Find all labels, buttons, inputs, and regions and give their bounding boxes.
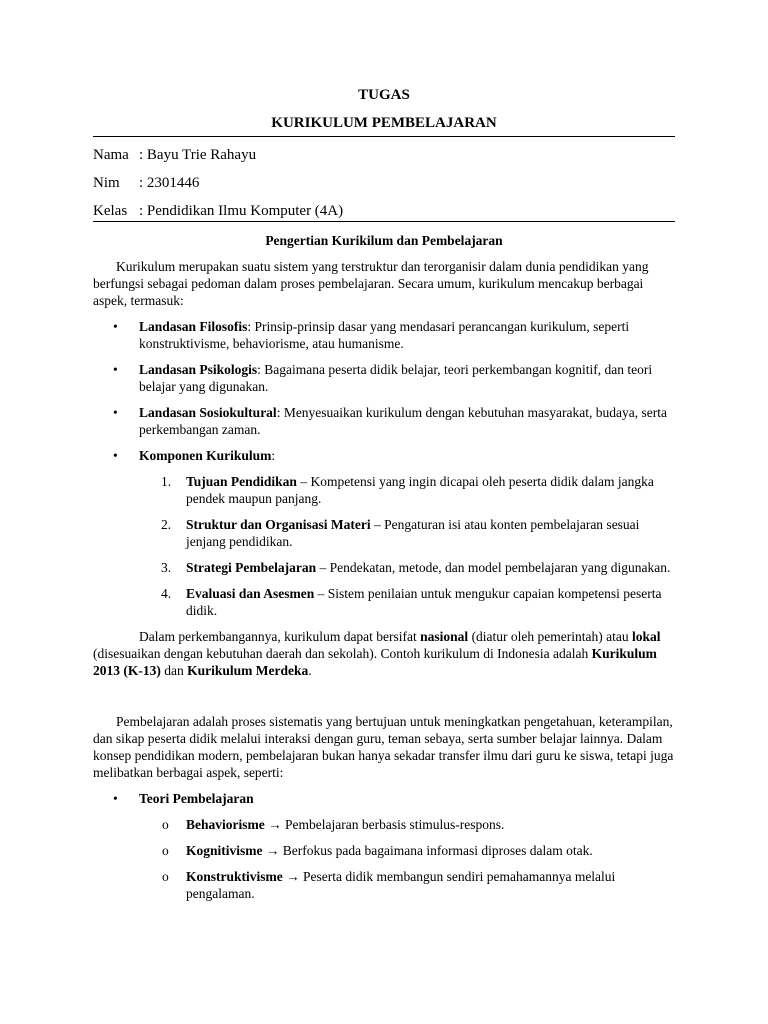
spacer — [93, 249, 675, 258]
bullet-marker: • — [113, 448, 118, 463]
list-item — [93, 842, 675, 859]
number-marker: 1. — [161, 474, 172, 489]
identity-value: : 2301446 — [139, 175, 200, 191]
identity-row-nim — [93, 173, 675, 193]
item-text: : Prinsip-prinsip dasar yang mendasari perancangan kurikulum, seperti konstruktivisme, behaviorisme, atau humanisme. — [139, 319, 630, 351]
curriculum-components-list — [93, 473, 675, 619]
arrow-right-icon: → — [268, 817, 282, 832]
list-item — [93, 447, 675, 464]
learning-intro-paragraph: Pembelajaran adalah proses sistematis yang bertujuan untuk meningkatkan pengetahuan, keterampilan, dan sikap peserta didik melalui interaksi dengan guru, teman sebaya, serta sumber belajar lainnya. Dalam konsep pendidikan modern, pembelajaran bukan hanya sekadar transfer ilmu dari guru ke siswa, tetapi juga melibatkan berbagai aspek, seperti: — [93, 714, 674, 780]
list-item — [93, 318, 675, 352]
list-item — [93, 516, 675, 550]
circle-marker: o — [162, 817, 169, 832]
item-text: – Pendekatan, metode, dan model pembelajaran yang digunakan. — [316, 560, 671, 575]
bullet-marker: • — [113, 362, 118, 377]
text-run: . — [308, 663, 312, 678]
item-text: : — [271, 448, 276, 463]
spacer — [93, 619, 675, 628]
list-item — [93, 816, 675, 833]
identity-value: : Bayu Trie Rahayu — [139, 147, 257, 163]
item-term: Konstruktivisme — [186, 869, 283, 884]
item-term: Tujuan Pendidikan — [186, 474, 297, 489]
doc-subtitle: KURIKULUM PEMBELAJARAN — [271, 115, 497, 131]
item-term: Teori Pembelajaran — [139, 791, 254, 806]
list-item — [93, 404, 675, 438]
curriculum-closing-paragraph — [93, 628, 675, 679]
text-run: Dalam perkembangannya, kurikulum dapat bersifat — [139, 629, 421, 644]
text-run: (disesuaikan dengan kebutuhan daerah dan sekolah). Contoh kurikulum di Indonesia adalah — [93, 646, 592, 661]
identity-row-name — [93, 145, 675, 165]
list-item — [93, 790, 675, 807]
text-run-bold: lokal — [632, 629, 661, 644]
item-term: Strategi Pembelajaran — [186, 560, 317, 575]
text-run-bold: Kurikulum Merdeka — [187, 663, 309, 678]
item-term: Struktur dan Organisasi Materi — [186, 517, 371, 532]
bullet-marker: • — [113, 791, 118, 806]
learning-aspects-list — [93, 790, 675, 807]
item-text: : Bagaimana peserta didik belajar, teori perkembangan kognitif, dan teori belajar yang digunakan. — [139, 362, 653, 394]
list-item — [93, 559, 675, 576]
curriculum-aspects-list — [93, 318, 675, 464]
item-text: Pembelajaran berbasis stimulus-respons. — [281, 817, 505, 832]
doc-title: TUGAS — [358, 87, 410, 103]
item-term: Evaluasi dan Asesmen — [186, 586, 315, 601]
text-run-bold: nasional — [420, 629, 469, 644]
text-run-bold: Kurikulum 2013 (K-13) — [93, 646, 657, 678]
text-run: (diatur oleh pemerintah) atau — [468, 629, 632, 644]
item-term: Landasan Filosofis — [139, 319, 248, 334]
list-item — [93, 868, 675, 902]
text-run: dan — [160, 663, 188, 678]
bullet-marker: • — [113, 319, 118, 334]
item-text: Peserta didik membangun sendiri pemahamannya melalui pengalaman. — [186, 869, 616, 901]
arrow-right-icon: → — [265, 843, 280, 858]
identity-label: Kelas — [93, 203, 128, 219]
section-heading: Pengertian Kurikilum dan Pembelajaran — [265, 233, 503, 248]
number-marker: 3. — [161, 560, 172, 575]
identity-row-class — [93, 201, 675, 221]
divider-top — [93, 136, 675, 137]
item-text: Berfokus pada bagaimana informasi diproses dalam otak. — [279, 843, 593, 858]
number-marker: 2. — [161, 517, 172, 532]
document-body — [93, 85, 675, 902]
item-text: – Sistem penilaian untuk mengukur capaian kompetensi peserta didik. — [186, 586, 662, 618]
identity-value: : Pendidikan Ilmu Komputer (4A) — [139, 203, 344, 219]
item-term: Kognitivisme — [186, 843, 263, 858]
learning-theories-list — [93, 816, 675, 902]
list-item — [93, 473, 675, 507]
item-term: Landasan Sosiokultural — [139, 405, 277, 420]
item-term: Landasan Psikologis — [139, 362, 258, 377]
number-marker: 4. — [161, 586, 172, 601]
spacer — [93, 679, 675, 713]
identity-label: Nama — [93, 147, 129, 163]
bullet-marker: • — [113, 405, 118, 420]
item-text: : Menyesuaikan kurikulum dengan kebutuhan masyarakat, budaya, serta perkembangan zaman. — [139, 405, 667, 437]
arrow-right-icon: → — [286, 869, 300, 884]
identity-label: Nim — [93, 175, 120, 191]
curriculum-intro-paragraph: Kurikulum merupakan suatu sistem yang terstruktur dan terorganisir dalam dunia pendidikan yang berfungsi sebagai pedoman dalam proses pembelajaran. Secara umum, kurikulum mencakup berbagai aspek, termasuk: — [93, 259, 649, 308]
divider-bottom — [93, 221, 675, 222]
list-item — [93, 361, 675, 395]
list-item — [93, 585, 675, 619]
item-term: Behaviorisme — [186, 817, 265, 832]
item-term: Komponen Kurikulum — [139, 448, 272, 463]
item-text: – Kompetensi yang ingin dicapai oleh peserta didik dalam jangka pendek maupun panjang. — [186, 474, 654, 506]
circle-marker: o — [162, 843, 169, 858]
item-text: – Pengaturan isi atau konten pembelajaran sesuai jenjang pendidikan. — [186, 517, 640, 549]
circle-marker: o — [162, 869, 169, 884]
